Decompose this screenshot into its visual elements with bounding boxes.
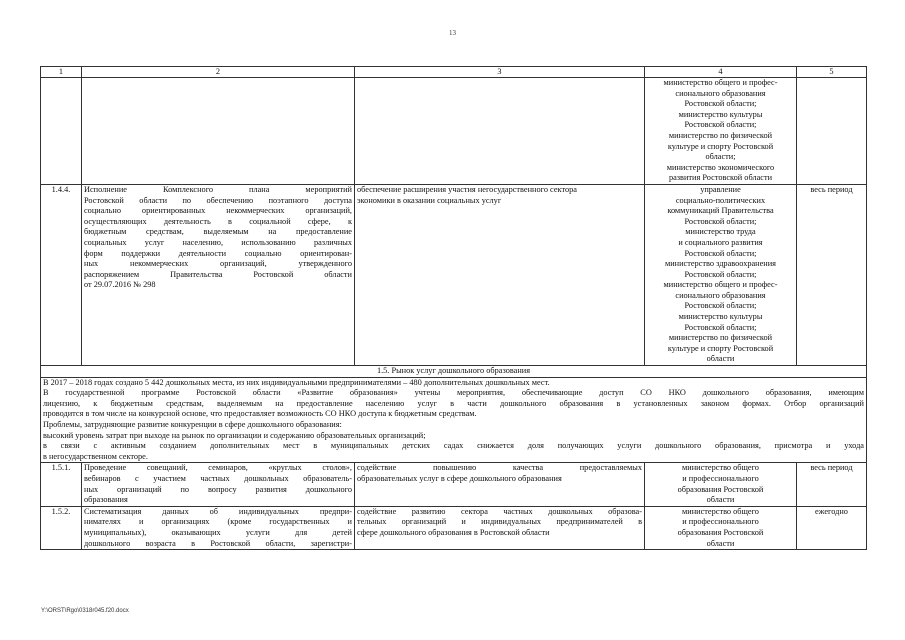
responsible-cell: управление социально-политических коммуникаций Правительства Ростовской области; министерство труда и социального развития Ростовской области; министерство здравоохранения Ростовской области; министерство общего и профес- сионального образования Ростовской области; министерство культуры Ростовской области; министерство по физической культуре и спорту Ростовской области — [645, 184, 797, 365]
responsible-cell: министерство общего и профес- сионального образования Ростовской области; министерство культуры Ростовской области; министерство по физической культуре и спорту Ростовской области; министерство экономического развития Ростовской области — [645, 78, 797, 185]
section-intro: В 2017 – 2018 годах создано 5 442 дошкольных места, из них индивидуальными предпринимателями – 480 дополнительных дошкольных мест. В государственной программе Ростовской области «Развитие образования» учтены мероприятия, обеспечивающие доступ СО НКО дошкольного образования, имеющим лицензию, к бюджетным средствам, выделяемым на предоставление населению услуг в части дошкольного образования в установленных законом формах. Отбор организаций проводится в том числе на конкурсной основе, что предоставляет возможность СО НКО доступа к бюджетным средствам. Проблемы, затрудняющие развитие конкуренции в сфере дошкольного образования: высокий уровень затрат при выходе на рынок по организации и содержанию образовательных организаций; в связи с активным созданием дополнительных мест в муниципальных детских садах снижается доля получающих услуги дошкольного образования, присмотра и ухода в негосударственном секторе. — [41, 377, 867, 463]
column-header: 2 — [82, 67, 355, 78]
column-header-row — [41, 67, 867, 78]
measure-cell: Проведение совещаний, семинаров, «круглых столов», вебинаров с участием частных дошкольных образователь- ных организаций по вопросу развития дошкольного образования — [82, 463, 355, 506]
section-intro-row — [41, 377, 867, 463]
table-row — [41, 506, 867, 549]
item-number: 1.4.4. — [41, 184, 82, 365]
column-header: 5 — [797, 67, 867, 78]
deadline-cell: весь период — [797, 463, 867, 506]
section-title-row — [41, 366, 867, 378]
goal-cell: содействие повышению качества предоставляемых образовательных услуг в сфере дошкольного образования — [355, 463, 645, 506]
column-header: 4 — [645, 67, 797, 78]
page-number: 13 — [449, 29, 456, 37]
section-title: 1.5. Рынок услуг дошкольного образования — [41, 366, 867, 378]
goal-cell: обеспечение расширения участия негосударственного сектора экономики в оказании социальных услуг — [355, 184, 645, 365]
goal-cell: содействие развитию сектора частных дошкольных образова- тельных организаций и индивидуальных предпринимателей в сфере дошкольного образования в Ростовской области — [355, 506, 645, 549]
measure-cell: Систематизация данных об индивидуальных предпри- нимателях и организациях (кроме государственных и муниципальных), оказывающих услуги для детей дошкольного возраста в Ростовской области, зарегистри- — [82, 506, 355, 549]
item-number: 1.5.2. — [41, 506, 82, 549]
measure-cell: Исполнение Комплексного плана мероприятий Ростовской области по обеспечению поэтапного доступа социально ориентированных некоммерческих организаций, осуществляющих деятельность в социальной сфере, к бюджетным средствам, выделяемым на предоставление социальных услуг населению, использованию различных форм поддержки деятельности социально ориентирован- ных некоммерческих организаций, утвержденного распоряжением Правительства Ростовской области от 29.07.2016 № 298 — [82, 184, 355, 365]
table-row — [41, 78, 867, 185]
plan-table — [40, 66, 867, 550]
responsible-cell: министерство общего и профессионального образования Ростовской области — [645, 506, 797, 549]
file-path: Y:\ORST\Rgo\0318r045.f20.docx — [41, 608, 129, 614]
table-row — [41, 463, 867, 506]
table-row — [41, 184, 867, 365]
column-header: 3 — [355, 67, 645, 78]
deadline-cell: весь период — [797, 184, 867, 365]
responsible-cell: министерство общего и профессионального образования Ростовской области — [645, 463, 797, 506]
item-number: 1.5.1. — [41, 463, 82, 506]
column-header: 1 — [41, 67, 82, 78]
deadline-cell: ежегодно — [797, 506, 867, 549]
